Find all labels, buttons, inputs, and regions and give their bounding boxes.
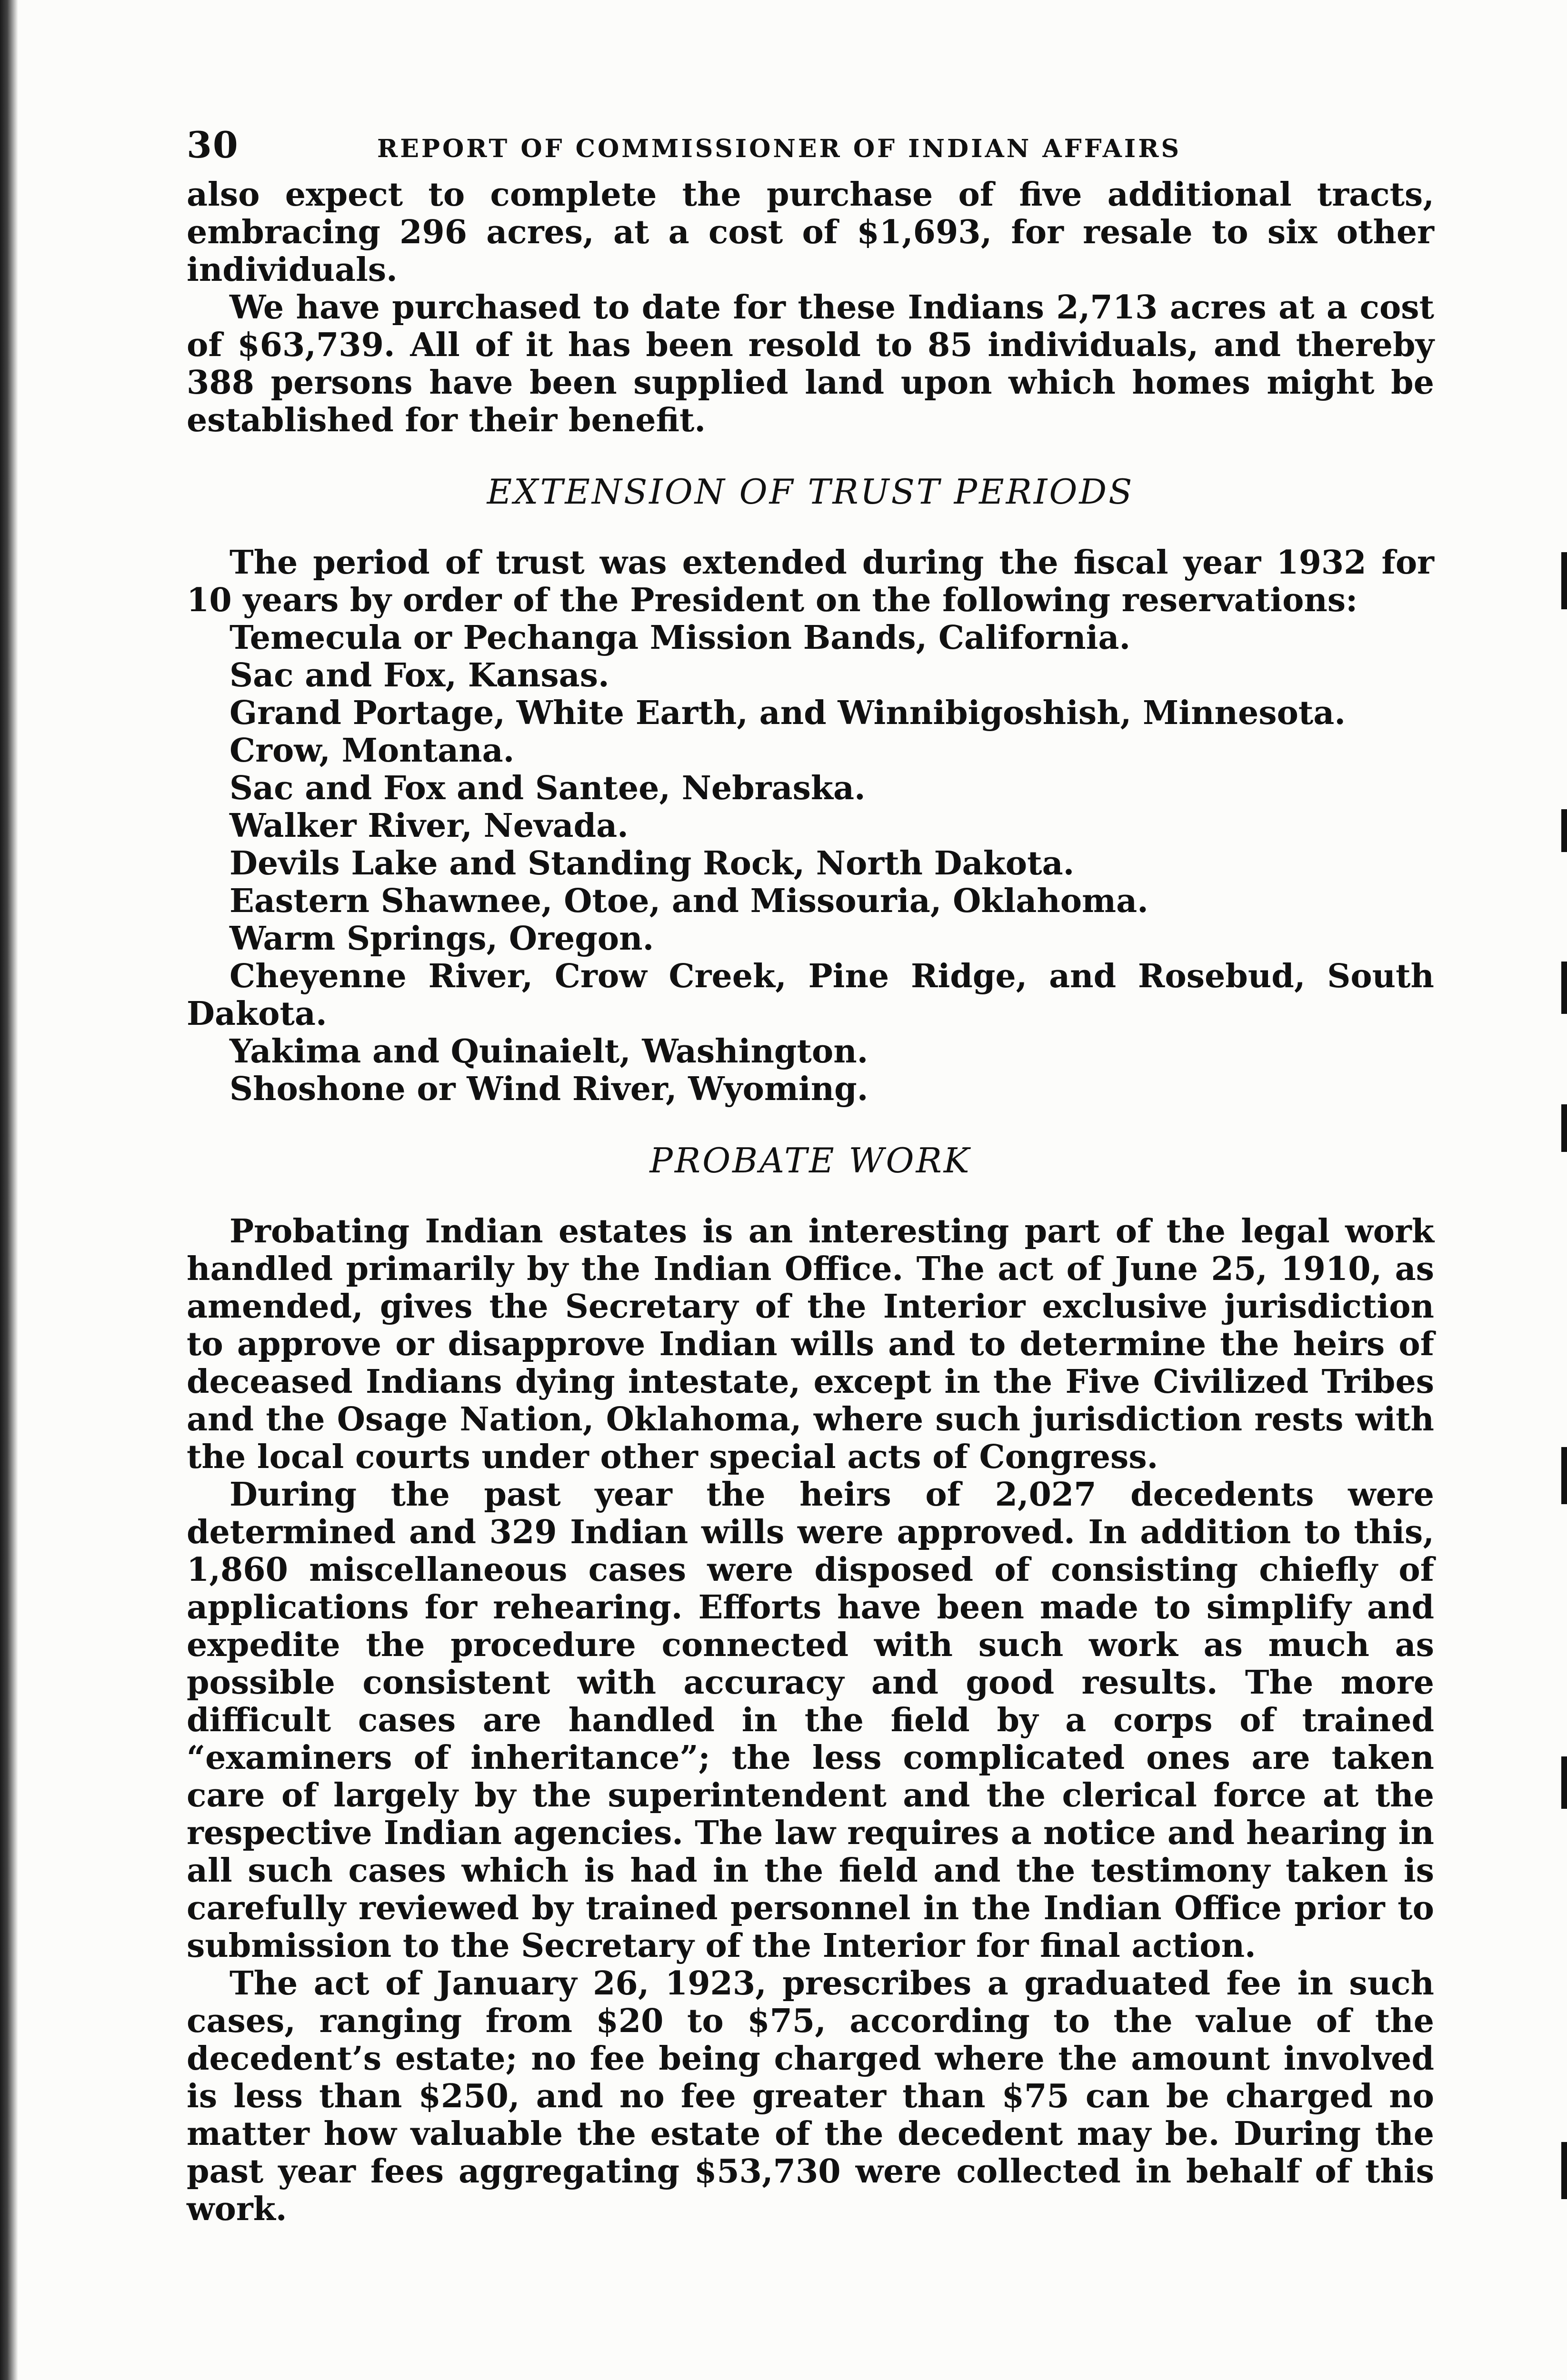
paragraph-land-purchases: We have purchased to date for these Indians 2,713 acres at a cost of $63,739. All of it has been resold to 85 individuals, and thereby 388 persons have been supplied land upon which homes might be established for their benefit. [187, 288, 1434, 439]
section-heading-trust-periods: EXTENSION OF TRUST PERIODS [487, 472, 1134, 512]
list-item: Grand Portage, White Earth, and Winnibigoshish, Minnesota. [230, 694, 1346, 732]
section-heading-probate-work: PROBATE WORK [649, 1140, 971, 1180]
list-item: Walker River, Nevada. [230, 807, 629, 845]
paragraph-continuation: also expect to complete the purchase of five additional tracts, embracing 296 acres, at a cost of $1,693, for resale to six other individuals. [187, 176, 1434, 289]
reservation-list [187, 619, 1434, 1108]
page-header [187, 124, 1434, 176]
page-number: 30 [187, 124, 239, 166]
list-item: Devils Lake and Standing Rock, North Dakota. [230, 844, 1075, 883]
running-head: REPORT OF COMMISSIONER OF INDIAN AFFAIRS [377, 134, 1182, 163]
edge-mark [1561, 1756, 1567, 1809]
list-item: Shoshone or Wind River, Wyoming. [230, 1070, 868, 1108]
paragraph-probate-intro: Probating Indian estates is an interesting part of the legal work handled primarily by the Indian Office. The act of June 25, 1910, as amended, gives the Secretary of the Interior exclusive jurisdiction to approve or disapprove Indian wills and to determine the heirs of deceased Indians dying intestate, except in the Five Civilized Tribes and the Osage Nation, Oklahoma, where such jurisdiction rests with the local courts under other special acts of Congress. [187, 1212, 1434, 1476]
edge-mark [1561, 809, 1567, 852]
list-item: Sac and Fox, Kansas. [230, 656, 609, 694]
paragraph-probate-fees: The act of January 26, 1923, prescribes a graduated fee in such cases, ranging from $20 to $75, according to the value of the decedent’s estate; no fee being charged where the amount involved is less than $250, and no fee greater than $75 can be charged no matter how valuable the estate of the decedent may be. During the past year fees aggregating $53,730 were collected in behalf of this work. [187, 1964, 1434, 2228]
edge-mark [1561, 552, 1567, 609]
edge-mark [1561, 2142, 1567, 2199]
edge-mark [1561, 962, 1567, 1014]
edge-mark [1561, 1447, 1567, 1504]
list-item: Temecula or Pechanga Mission Bands, California. [230, 619, 1131, 657]
list-item: Crow, Montana. [230, 732, 515, 770]
scan-shadow-left [0, 0, 18, 2380]
paragraph-trust-intro: The period of trust was extended during the fiscal year 1932 for 10 years by order of the President on the following reservations: [187, 544, 1434, 619]
list-item: Cheyenne River, Crow Creek, Pine Ridge, and Rosebud, South Dakota. [187, 957, 1434, 1033]
list-item: Eastern Shawnee, Otoe, and Missouria, Oklahoma. [230, 882, 1148, 920]
list-item: Warm Springs, Oregon. [230, 920, 654, 958]
list-item: Sac and Fox and Santee, Nebraska. [230, 769, 866, 807]
paragraph-probate-results: During the past year the heirs of 2,027 decedents were determined and 329 Indian wills were approved. In addition to this, 1,860 miscellaneous cases were disposed of consisting chiefly of applications for rehearing. Efforts have been made to simplify and expedite the procedure connected with such work as much as possible consistent with accuracy and good results. The more difficult cases are handled in the field by a corps of trained “examiners of inheritance”; the less complicated ones are taken care of largely by the superintendent and the clerical force at the respective Indian agencies. The law requires a notice and hearing in all such cases which is had in the field and the testimony taken is carefully reviewed by trained personnel in the Indian Office prior to submission to the Secretary of the Interior for final action. [187, 1476, 1434, 1965]
edge-mark [1561, 1104, 1567, 1152]
scan-edge-right [1557, 0, 1567, 2380]
page-content [187, 124, 1434, 2228]
list-item: Yakima and Quinaielt, Washington. [230, 1032, 868, 1071]
